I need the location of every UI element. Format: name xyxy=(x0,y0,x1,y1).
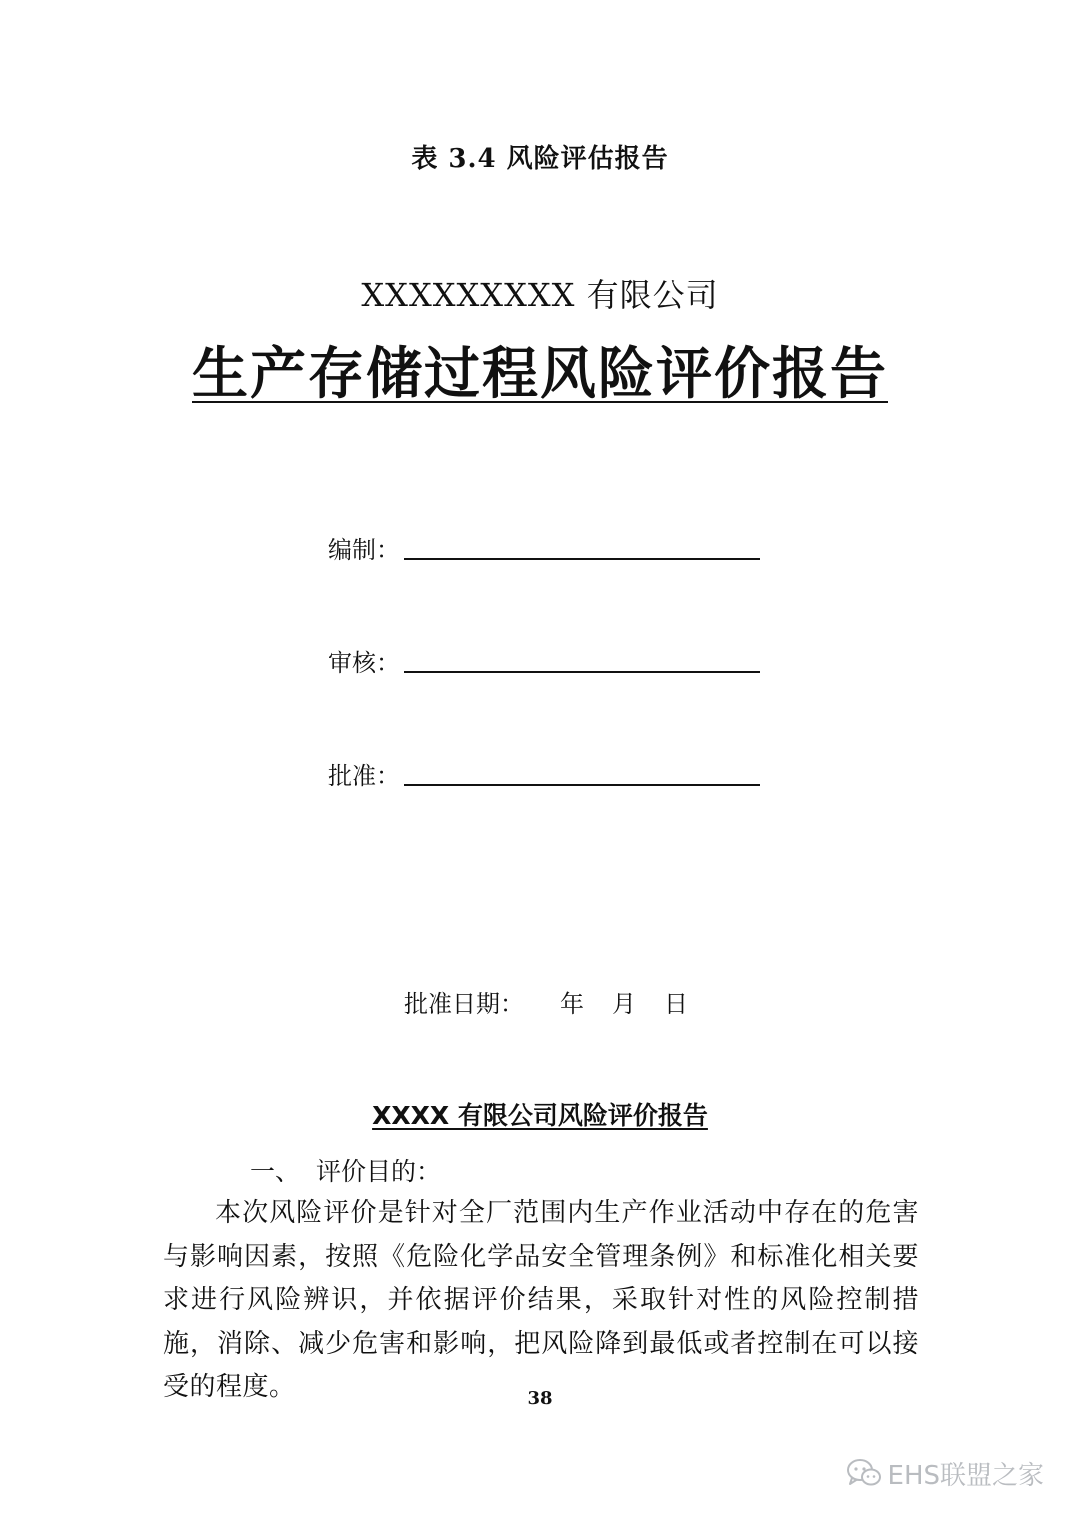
approval-date-month: 月 xyxy=(612,990,636,1018)
signature-line-approve xyxy=(404,784,760,786)
company-name: XXXXXXXXX 有限公司 xyxy=(361,276,719,314)
section-title-text: XXXX 有限公司风险评价报告 xyxy=(372,1101,708,1130)
sign-row-review xyxy=(328,643,768,683)
section-title xyxy=(0,1096,1080,1132)
watermark-text: EHS联盟之家 xyxy=(887,1460,1044,1491)
page-number: 38 xyxy=(527,1388,553,1409)
section1-title: 评价目的： xyxy=(316,1157,442,1186)
main-title-text: 生产存储过程风险评价报告 xyxy=(192,341,888,407)
approval-date-label: 批准日期： xyxy=(404,990,524,1018)
signature-line-review xyxy=(404,671,760,673)
sign-label-review: 审核： xyxy=(328,649,400,677)
sign-row-compile xyxy=(328,530,768,570)
signature-line-compile xyxy=(404,558,760,560)
sign-label-compile: 编制： xyxy=(328,536,400,564)
sign-row-approve xyxy=(328,756,768,796)
table-caption: 表 3.4 风险评估报告 xyxy=(411,144,669,174)
main-title xyxy=(0,330,1080,410)
section1-number: 一、 xyxy=(250,1157,301,1186)
section1-paragraph: 本次风险评价是针对全厂范围内生产作业活动中存在的危害与影响因素，按照《危险化学品安全管理条例》和标准化相关要求进行风险辨识，并依据评价结果，采取针对性的风险控制措施，消除、减少危害和影响，把风险降到最低或者控制在可以接受的程度。 xyxy=(163,1198,919,1402)
sign-label-approve: 批准： xyxy=(328,762,400,790)
approval-date-year: 年 xyxy=(560,990,584,1018)
watermark xyxy=(846,1456,1044,1490)
approval-date-day: 日 xyxy=(664,990,688,1018)
wechat-icon xyxy=(846,1458,882,1488)
